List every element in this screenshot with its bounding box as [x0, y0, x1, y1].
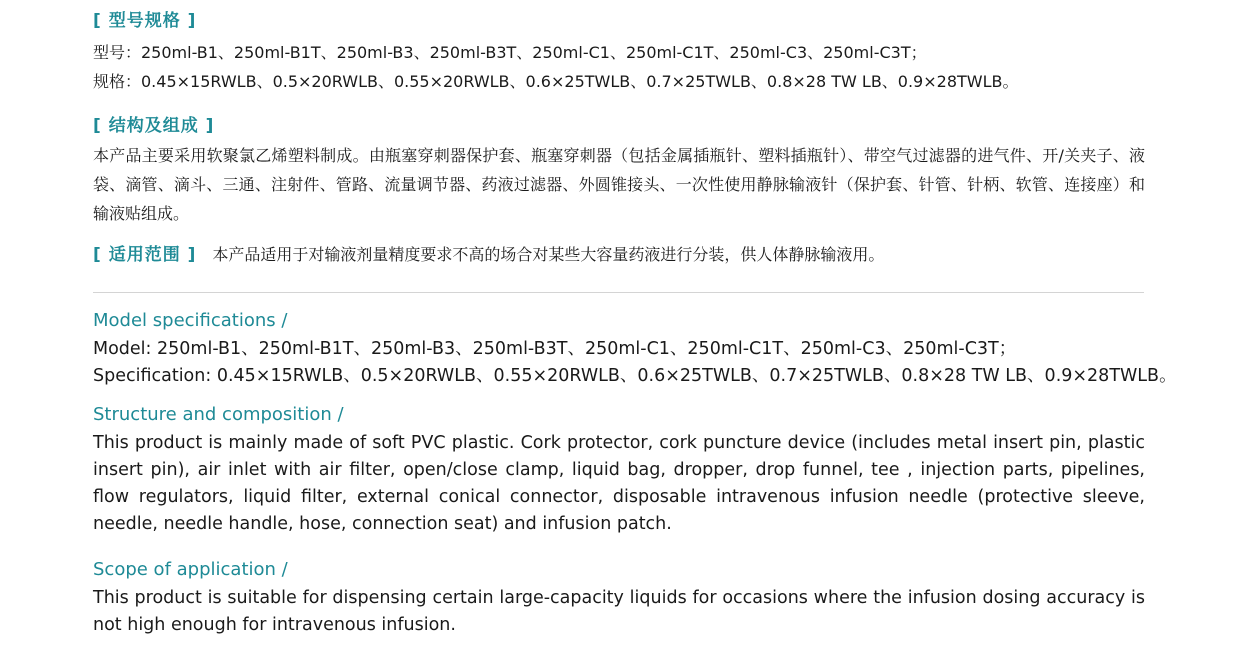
section-divider: [93, 292, 1144, 293]
en-scope-heading: Scope of application /: [93, 559, 288, 580]
cn-scope-text: 本产品适用于对输液剂量精度要求不高的场合对某些大容量药液进行分装，供人体静脉输液用。: [212, 245, 885, 264]
cn-scope-heading: [ 适用范围 ]: [93, 245, 197, 265]
en-structure-heading: Structure and composition /: [93, 404, 344, 425]
en-structure-text: This product is mainly made of soft PVC plastic. Cork protector, cork puncture device (includes metal insert pin, plastic insert pin), air inlet with air filter, open/close clamp, liquid bag, dropper, drop funnel, tee , injection parts, pipelines, flow regulators, liquid filter, external conical connector, disposable intravenous infusion needle (protective sleeve, needle, needle handle, hose, connection seat) and infusion patch.: [93, 433, 1145, 534]
cn-model-heading: [ 型号规格 ]: [93, 11, 197, 31]
cn-spec-line: 规格：0.45×15RWLB、0.5×20RWLB、0.55×20RWLB、0.6×25TWLB、0.7×25TWLB、0.8×28 TW LB、0.9×28TWLB。: [93, 72, 1019, 91]
cn-scope-row: [93, 240, 1153, 269]
cn-structure-heading: [ 结构及组成 ]: [93, 116, 215, 136]
cn-structure-text: 本产品主要采用软聚氯乙烯塑料制成。由瓶塞穿刺器保护套、瓶塞穿刺器（包括金属插瓶针、塑料插瓶针）、带空气过滤器的进气件、开/关夹子、液袋、滴管、滴斗、三通、注射件、管路、流量调节器、药液过滤器、外圆锥接头、一次性使用静脉输液针（保护套、针管、针柄、软管、连接座）和输液贴组成。: [93, 146, 1145, 223]
en-spec-line: Specification: 0.45×15RWLB、0.5×20RWLB、0.55×20RWLB、0.6×25TWLB、0.7×25TWLB、0.8×28 TW LB、0.9×28TWLB。: [93, 366, 1177, 386]
en-model-line: Model: 250ml-B1、250ml-B1T、250ml-B3、250ml-B3T、250ml-C1、250ml-C1T、250ml-C3、250ml-C3T；: [93, 339, 1017, 359]
en-model-heading: Model specifications /: [93, 310, 288, 331]
en-scope-text: This product is suitable for dispensing certain large-capacity liquids for occasions where the infusion dosing accuracy is not high enough for intravenous infusion.: [93, 588, 1145, 635]
cn-model-line: 型号：250ml-B1、250ml-B1T、250ml-B3、250ml-B3T、250ml-C1、250ml-C1T、250ml-C3、250ml-C3T；: [93, 43, 927, 62]
